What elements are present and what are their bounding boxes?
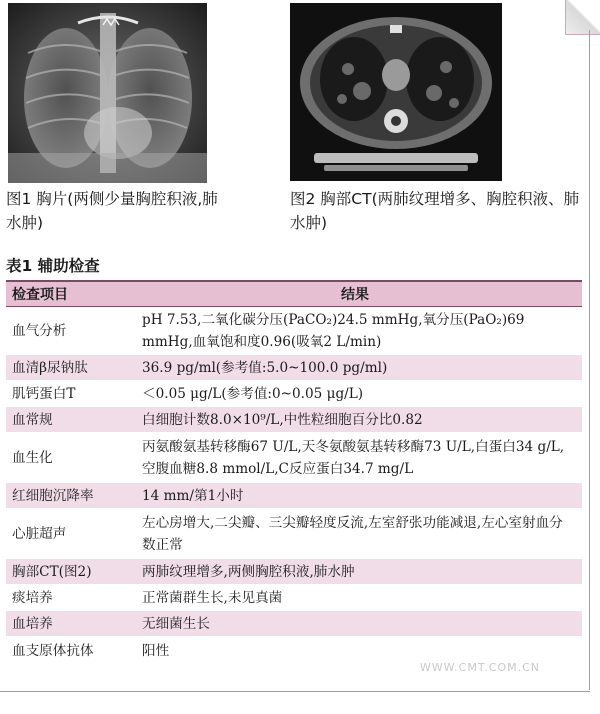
row-item: 痰培养 bbox=[6, 585, 128, 611]
row-item: 胸部CT(图2) bbox=[6, 559, 128, 585]
table-row bbox=[6, 585, 582, 611]
page-right-border bbox=[589, 30, 590, 690]
table-title: 表1 辅助检查 bbox=[6, 257, 100, 275]
row-item: 血气分析 bbox=[6, 307, 128, 355]
page-corner-fold bbox=[565, 0, 600, 35]
table-row bbox=[6, 509, 582, 559]
table-header-row bbox=[6, 282, 582, 307]
row-result: 36.9 pg/ml(参考值:5.0~100.0 pg/ml) bbox=[128, 355, 582, 381]
row-result: 两肺纹理增多,两侧胸腔积液,肺水肿 bbox=[128, 559, 582, 585]
row-item: 血常规 bbox=[6, 407, 128, 433]
table-row bbox=[6, 559, 582, 585]
row-item: 红细胞沉降率 bbox=[6, 483, 128, 509]
row-item: 血生化 bbox=[6, 433, 128, 483]
row-result: pH 7.53,二氧化碳分压(PaCO₂)24.5 mmHg,氧分压(PaO₂)69 mmHg,血氧饱和度0.96(吸氧2 L/min) bbox=[128, 307, 582, 355]
row-item: 血培养 bbox=[6, 611, 128, 637]
row-result: 左心房增大,二尖瓣、三尖瓣轻度反流,左室舒张功能减退,左心室射血分数正常 bbox=[128, 509, 582, 559]
row-result: 无细菌生长 bbox=[128, 611, 582, 637]
row-result: 14 mm/第1小时 bbox=[128, 483, 582, 509]
table-row bbox=[6, 307, 582, 355]
table-row bbox=[6, 611, 582, 637]
table-row bbox=[6, 381, 582, 407]
row-result: 正常菌群生长,未见真菌 bbox=[128, 585, 582, 611]
page-bottom-border bbox=[0, 691, 590, 692]
table-row bbox=[6, 483, 582, 509]
row-result: 白细胞计数8.0×10⁹/L,中性粒细胞百分比0.82 bbox=[128, 407, 582, 433]
auxiliary-exam-table bbox=[6, 282, 582, 665]
chest-xray-image bbox=[8, 3, 207, 183]
table-row bbox=[6, 355, 582, 381]
row-result: 阳性 bbox=[128, 637, 582, 665]
figure-1-caption: 图1 胸片(两侧少量胸腔积液,肺水肿) bbox=[6, 190, 218, 232]
table-row bbox=[6, 407, 582, 433]
watermark-text: WWW.CMT.COM.CN bbox=[419, 661, 540, 674]
row-result: ＜0.05 μg/L(参考值:0~0.05 μg/L) bbox=[128, 381, 582, 407]
table-row bbox=[6, 433, 582, 483]
column-header-result: 结果 bbox=[128, 282, 582, 307]
row-item: 肌钙蛋白T bbox=[6, 381, 128, 407]
row-item: 血清β尿钠肽 bbox=[6, 355, 128, 381]
row-item: 血支原体抗体 bbox=[6, 637, 128, 665]
row-item: 心脏超声 bbox=[6, 509, 128, 559]
figure-2-caption: 图2 胸部CT(两肺纹理增多、胸腔积液、肺水肿) bbox=[290, 190, 580, 232]
column-header-item: 检查项目 bbox=[6, 282, 128, 307]
chest-ct-image bbox=[290, 3, 502, 181]
row-result: 丙氨酸氨基转移酶67 U/L,天冬氨酸氨基转移酶73 U/L,白蛋白34 g/L,空腹血糖8.8 mmol/L,C反应蛋白34.7 mg/L bbox=[128, 433, 582, 483]
